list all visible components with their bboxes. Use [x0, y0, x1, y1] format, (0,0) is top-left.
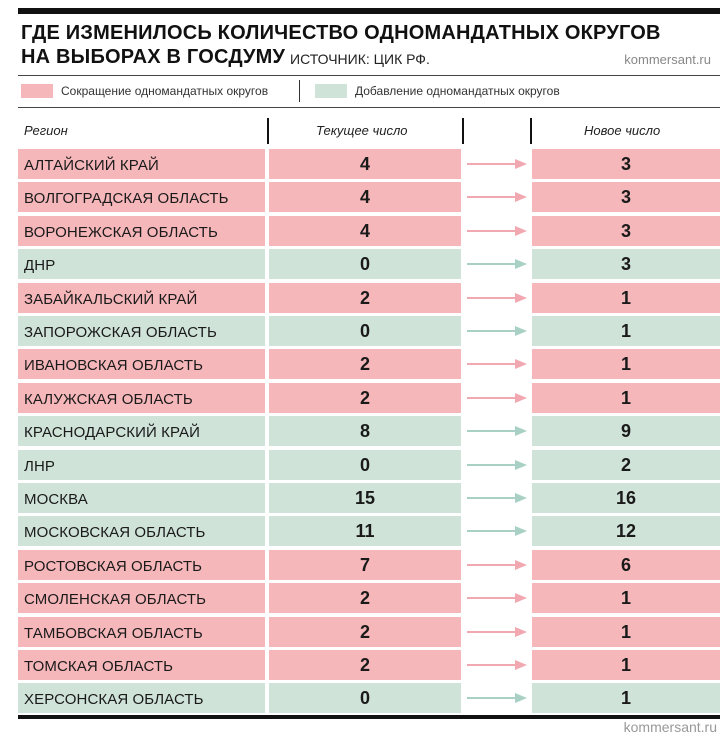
current-count: 0 — [359, 454, 370, 475]
new-count-cell — [532, 683, 720, 713]
current-count-cell — [269, 316, 461, 346]
region-cell — [18, 450, 265, 480]
legend-decrease-label: Сокращение одномандатных округов — [61, 84, 269, 98]
new-count-cell — [532, 349, 720, 379]
current-count-cell — [269, 650, 461, 680]
arrow-right-icon — [463, 483, 531, 513]
current-count: 8 — [359, 421, 370, 442]
region-cell — [18, 349, 265, 379]
current-count-cell — [269, 617, 461, 647]
current-count: 2 — [359, 354, 370, 375]
table-row — [18, 383, 720, 413]
current-count: 0 — [359, 254, 370, 275]
new-count: 1 — [620, 588, 631, 609]
region-cell — [18, 550, 265, 580]
table-row — [18, 550, 720, 580]
new-count-cell — [532, 149, 720, 179]
legend-bottom-rule — [18, 107, 720, 108]
region-name: ХЕРСОНСКАЯ ОБЛАСТЬ — [24, 691, 204, 709]
new-count: 1 — [620, 321, 631, 341]
current-count: 11 — [355, 521, 375, 542]
arrow-right-icon — [463, 249, 531, 279]
arrow-right-icon — [463, 617, 531, 647]
legend-top-rule — [18, 75, 720, 76]
region-name: ВОРОНЕЖСКАЯ ОБЛАСТЬ — [24, 223, 218, 241]
current-count: 2 — [359, 621, 370, 642]
column-header-new: Новое число — [584, 123, 661, 138]
region-cell — [18, 516, 265, 546]
new-count: 12 — [615, 521, 637, 542]
new-count: 9 — [620, 421, 631, 442]
arrow-right-icon — [463, 283, 531, 313]
current-count-cell — [269, 483, 461, 513]
new-count: 1 — [620, 354, 631, 375]
current-count: 7 — [359, 554, 370, 575]
current-count-cell — [269, 683, 461, 713]
current-count-cell — [269, 283, 461, 313]
table-row — [18, 182, 720, 212]
table-row — [18, 349, 720, 379]
current-count-cell — [269, 149, 461, 179]
region-name: МОСКОВСКАЯ ОБЛАСТЬ — [24, 524, 206, 542]
new-count: 2 — [620, 454, 631, 475]
arrow-right-icon — [463, 149, 531, 179]
table-row — [18, 416, 720, 446]
region-name: СМОЛЕНСКАЯ ОБЛАСТЬ — [24, 591, 207, 609]
current-count-cell — [269, 416, 461, 446]
arrow-right-icon — [463, 216, 531, 246]
table-row — [18, 650, 720, 680]
current-count: 15 — [354, 488, 376, 508]
current-count-cell — [269, 249, 461, 279]
legend-separator — [299, 80, 300, 102]
table-row — [18, 617, 720, 647]
new-count: 1 — [620, 655, 631, 675]
table-row — [18, 516, 720, 546]
site-label-bottom: kommersant.ru — [623, 719, 717, 735]
current-count: 2 — [359, 287, 370, 308]
region-name: ЗАПОРОЖСКАЯ ОБЛАСТЬ — [24, 324, 217, 341]
arrow-right-icon — [463, 450, 531, 480]
new-count: 1 — [620, 621, 631, 642]
legend-increase-swatch — [315, 84, 347, 98]
region-name: ВОЛГОГРАДСКАЯ ОБЛАСТЬ — [24, 190, 229, 208]
region-cell — [18, 683, 265, 713]
region-cell — [18, 182, 265, 212]
region-name: ИВАНОВСКАЯ ОБЛАСТЬ — [24, 357, 204, 375]
table-row — [18, 149, 720, 179]
region-cell — [18, 650, 265, 680]
table-row — [18, 450, 720, 480]
new-count-cell — [532, 650, 720, 680]
current-count: 2 — [359, 655, 370, 675]
region-cell — [18, 249, 265, 279]
new-count: 1 — [620, 287, 631, 308]
column-header-current: Текущее число — [316, 123, 408, 138]
region-cell — [18, 316, 265, 346]
new-count: 1 — [620, 688, 631, 709]
current-count: 4 — [359, 154, 370, 174]
bottom-rule — [18, 715, 720, 719]
region-cell — [18, 483, 265, 513]
new-count-cell — [532, 383, 720, 413]
arrow-right-icon — [463, 182, 531, 212]
arrow-right-icon — [463, 650, 531, 680]
table-row — [18, 283, 720, 313]
table-row — [18, 683, 720, 713]
new-count-cell — [532, 617, 720, 647]
new-count-cell — [532, 283, 720, 313]
column-divider — [530, 118, 532, 144]
new-count: 16 — [615, 488, 637, 508]
current-count: 4 — [359, 220, 370, 241]
region-name: РОСТОВСКАЯ ОБЛАСТЬ — [24, 557, 203, 575]
site-label-top: kommersant.ru — [624, 52, 711, 67]
new-count: 3 — [620, 254, 631, 275]
table-row — [18, 316, 720, 346]
column-divider — [267, 118, 269, 144]
region-cell — [18, 283, 265, 313]
region-name: ЛНР — [24, 457, 55, 475]
new-count: 1 — [620, 387, 631, 408]
current-count: 0 — [359, 321, 370, 341]
current-count-cell — [269, 383, 461, 413]
current-count-cell — [269, 349, 461, 379]
table-row — [18, 583, 720, 613]
new-count: 3 — [620, 220, 631, 241]
current-count: 0 — [359, 688, 370, 709]
region-name: ДНР — [24, 257, 56, 275]
region-cell — [18, 617, 265, 647]
new-count-cell — [532, 249, 720, 279]
arrow-right-icon — [463, 583, 531, 613]
new-count-cell — [532, 450, 720, 480]
region-name: АЛТАЙСКИЙ КРАЙ — [24, 157, 159, 174]
region-name: МОСКВА — [24, 491, 88, 508]
region-name: КРАСНОДАРСКИЙ КРАЙ — [24, 424, 201, 442]
source-note: ИСТОЧНИК: ЦИК РФ. — [290, 51, 430, 67]
current-count: 4 — [359, 187, 370, 208]
new-count: 3 — [620, 154, 631, 174]
title-line-1: ГДЕ ИЗМЕНИЛОСЬ КОЛИЧЕСТВО ОДНОМАНДАТНЫХ ОКРУГОВ — [21, 22, 661, 44]
region-name: ТОМСКАЯ ОБЛАСТЬ — [24, 658, 174, 675]
region-cell — [18, 383, 265, 413]
arrow-right-icon — [463, 550, 531, 580]
table-row — [18, 249, 720, 279]
region-cell — [18, 583, 265, 613]
region-name: КАЛУЖСКАЯ ОБЛАСТЬ — [24, 390, 193, 408]
new-count: 3 — [620, 187, 631, 208]
arrow-right-icon — [463, 683, 531, 713]
new-count-cell — [532, 182, 720, 212]
new-count-cell — [532, 316, 720, 346]
new-count: 6 — [620, 554, 631, 575]
arrow-right-icon — [463, 383, 531, 413]
region-cell — [18, 416, 265, 446]
arrow-right-icon — [463, 416, 531, 446]
new-count-cell — [532, 416, 720, 446]
current-count-cell — [269, 450, 461, 480]
new-count-cell — [532, 516, 720, 546]
new-count-cell — [532, 483, 720, 513]
current-count-cell — [269, 216, 461, 246]
table-row — [18, 216, 720, 246]
current-count-cell — [269, 583, 461, 613]
region-name: ТАМБОВСКАЯ ОБЛАСТЬ — [24, 624, 203, 642]
current-count-cell — [269, 550, 461, 580]
new-count-cell — [532, 216, 720, 246]
region-cell — [18, 149, 265, 179]
legend-decrease-swatch — [21, 84, 53, 98]
current-count-cell — [269, 516, 461, 546]
new-count-cell — [532, 583, 720, 613]
arrow-right-icon — [463, 516, 531, 546]
legend-increase-label: Добавление одномандатных округов — [355, 84, 560, 98]
current-count: 2 — [359, 588, 370, 609]
new-count-cell — [532, 550, 720, 580]
column-divider — [462, 118, 464, 144]
current-count-cell — [269, 182, 461, 212]
table-row — [18, 483, 720, 513]
column-header-region: Регион — [24, 123, 68, 138]
top-rule — [18, 8, 720, 14]
title-line-2: НА ВЫБОРАХ В ГОСДУМУ — [21, 46, 286, 68]
arrow-right-icon — [463, 316, 531, 346]
current-count: 2 — [359, 387, 370, 408]
region-name: ЗАБАЙКАЛЬСКИЙ КРАЙ — [24, 290, 198, 308]
region-cell — [18, 216, 265, 246]
arrow-right-icon — [463, 349, 531, 379]
